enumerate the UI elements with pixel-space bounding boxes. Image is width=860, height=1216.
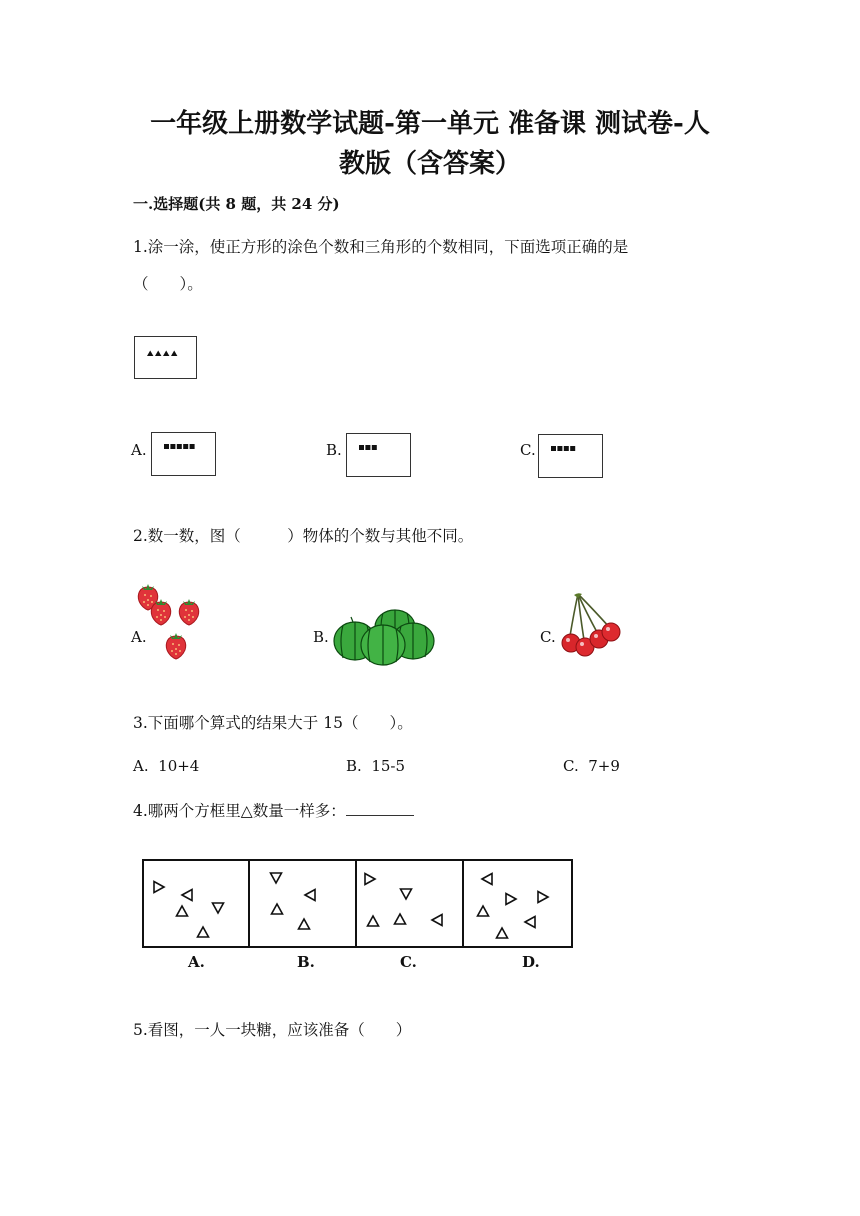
q1-option-a-box[interactable] [151,432,216,476]
q3-option-b[interactable] [346,757,405,775]
q1-text-line-1: 1.涂一涂，使正方形的涂色个数和三角形的个数相同，下面选项正确的是 [133,238,629,256]
reference-triangle [155,351,161,357]
filled-square [557,446,562,451]
filled-square [170,444,175,449]
q1-option-a-label[interactable]: A. [131,441,147,459]
q2-text: 2.数一数，图（ ）物体的个数与其他不同。 [133,527,474,545]
section-heading: 一.选择题(共 8 题，共 24 分) [133,195,340,213]
watermelon-icon[interactable] [333,605,437,667]
q3-option-c-expr: 7+9 [588,757,620,775]
filled-square [564,446,569,451]
cherry-icon[interactable] [560,592,624,664]
q1-option-b-box[interactable] [346,433,411,477]
q4-answer-blank[interactable] [346,801,414,816]
q4-panel-c-label[interactable]: C. [400,953,417,971]
q3-option-b-expr: 15-5 [371,757,406,775]
q4-text [133,800,414,822]
q3-option-b-label: B. [346,757,362,775]
page-title [100,104,760,184]
q1-option-b-squares [347,434,412,478]
q3-option-a-label: A. [133,757,149,775]
q1-option-c-squares [539,435,604,479]
q4-triangle-panels [142,859,574,975]
q3-option-c-label: C. [563,757,579,775]
q3-text: 3.下面哪个算式的结果大于 15（ ）。 [133,714,413,732]
filled-square [372,445,377,450]
q3-option-a-expr: 10+4 [158,757,200,775]
filled-square [551,446,556,451]
title-line-1: 一年级上册数学试题-第一单元 准备课 测试卷-人 [150,109,710,139]
reference-triangle [171,351,177,357]
filled-square [190,444,195,449]
q1-option-c-box[interactable] [538,434,603,478]
q1-reference-box [134,336,197,379]
q3-option-c[interactable] [563,757,620,775]
q1-text-line-2: （ ）。 [133,275,203,293]
q4-question: 4.哪两个方框里△数量一样多： [133,802,346,820]
q1-reference-triangles [135,337,198,380]
filled-square [365,445,370,450]
q1-option-c-label[interactable]: C. [520,441,536,459]
q2-option-b-label[interactable]: B. [313,628,329,646]
q5-text: 5.看图，一人一块糖，应该准备（ ） [133,1021,412,1039]
q1-option-a-squares [152,433,217,477]
q2-option-c-label[interactable]: C. [540,628,556,646]
filled-square [570,446,575,451]
q4-panel-d-label[interactable]: D. [522,953,540,971]
q4-panel-a-label[interactable]: A. [188,953,205,971]
q2-option-a-label[interactable]: A. [131,628,147,646]
reference-triangle [163,351,169,357]
filled-square [359,445,364,450]
filled-square [164,444,169,449]
q1-option-b-label[interactable]: B. [326,441,342,459]
filled-square [177,444,182,449]
filled-square [183,444,188,449]
q4-panel-b-label[interactable]: B. [297,953,315,971]
strawberry-icon[interactable] [148,596,208,668]
title-line-2: 教版（含答案） [338,149,521,179]
q3-option-a[interactable] [133,757,199,775]
reference-triangle [147,351,153,357]
